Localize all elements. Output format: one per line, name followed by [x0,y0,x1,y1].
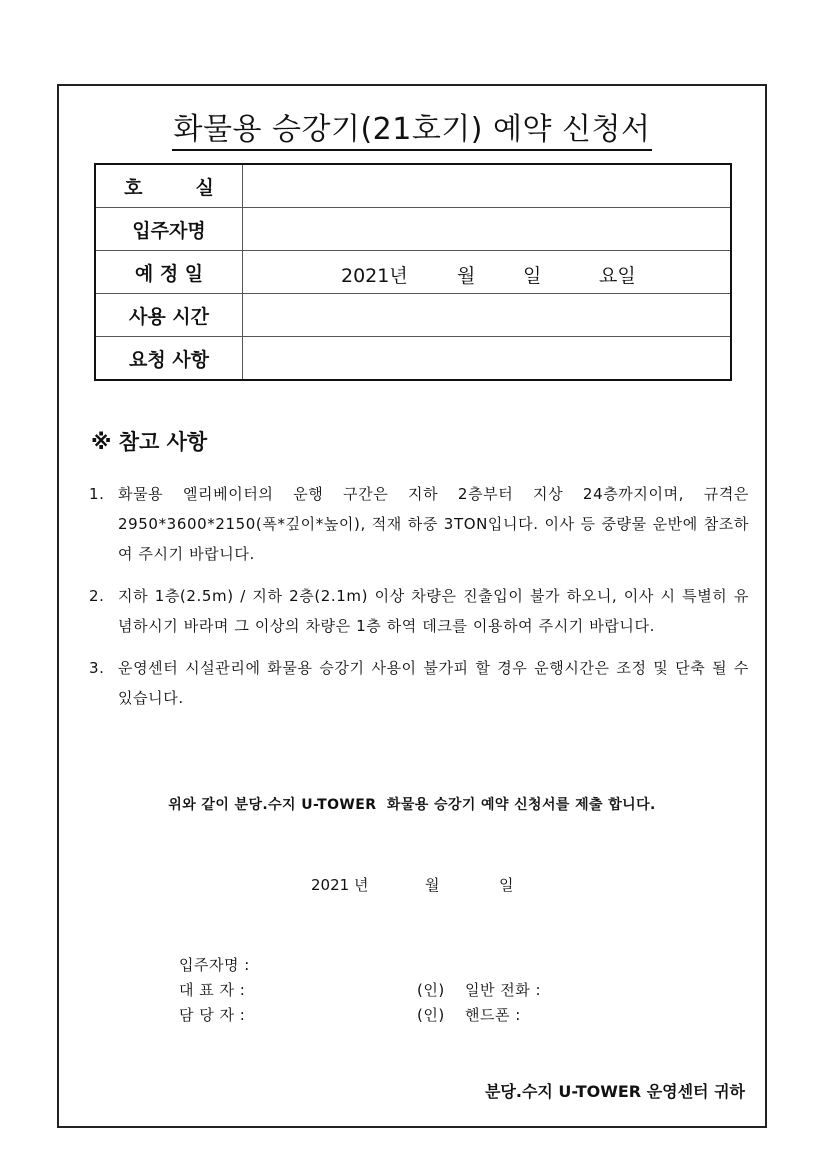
reference-item-number: 1. [89,485,105,503]
recipient-text: 분당.수지 U-TOWER 운영센터 귀하 [484,1082,745,1101]
request-label: 요청 사항 [95,337,243,381]
room-label: 호 실 [95,164,243,208]
room-field[interactable] [243,164,732,208]
reference-item [89,581,749,641]
form-row-tenant [95,208,731,251]
scheduled-date-label: 예 정 일 [95,251,243,294]
reservation-form-table [94,163,732,381]
tenant-label: 입주자명 [95,208,243,251]
form-row-request [95,337,731,381]
representative-seal: (인) [417,981,445,999]
reference-item-text: 지하 1층(2.5m) / 지하 2층(2.1m) 이상 차량은 진출입이 불가 하오니, 이사 시 특별히 유념하시기 바라며 그 이상의 차량은 1층 하역 데크를 이용하여 주시기 바랍니다. [118,587,749,635]
submit-day: 일 [499,876,514,894]
tenant-name-label: 입주자명 : [179,956,250,974]
document-title: 화물용 승강기(21호기) 예약 신청서 [59,104,765,148]
form-row-date [95,251,731,294]
date-weekday: 요일 [599,265,636,287]
reference-item [89,479,749,569]
submit-month: 월 [425,876,440,894]
scheduled-date-field[interactable] [243,251,732,294]
date-day: 일 [523,265,542,287]
reference-heading: ※ 참고 사항 [91,430,208,454]
submit-year: 2021 년 [311,876,369,894]
date-year: 2021년 [341,265,408,287]
reference-item-text: 화물용 엘리베이터의 운행 구간은 지하 2층부터 지상 24층까지이며, 규격은 2950*3600*2150(폭*깊이*높이), 적재 하중 3TON입니다. 이사 등 중량물 운반에 참조하여 주시기 바랍니다. [118,485,749,563]
form-row-room [95,164,731,208]
mobile-phone-label: 핸드폰 : [465,1006,521,1024]
date-month: 월 [457,265,476,287]
usage-time-field[interactable] [243,294,732,337]
reference-item [89,653,749,713]
reference-list [89,479,749,725]
form-row-usage-time [95,294,731,337]
request-field[interactable] [243,337,732,381]
reference-item-number: 2. [89,587,105,605]
reference-item-text: 운영센터 시설관리에 화물용 승강기 사용이 불가피 할 경우 운행시간은 조정 및 단축 될 수 있습니다. [118,659,749,707]
declaration-text: 위와 같이 분당.수지 U-TOWER 화물용 승강기 예약 신청서를 제출 합니다. [168,797,656,813]
tenant-field[interactable] [243,208,732,251]
reference-item-number: 3. [89,659,105,677]
manager-label: 담 당 자 : [179,1006,246,1024]
document-frame [57,84,767,1128]
office-phone-label: 일반 전화 : [465,981,542,999]
representative-label: 대 표 자 : [179,981,246,999]
usage-time-label: 사용 시간 [95,294,243,337]
manager-seal: (인) [417,1006,445,1024]
